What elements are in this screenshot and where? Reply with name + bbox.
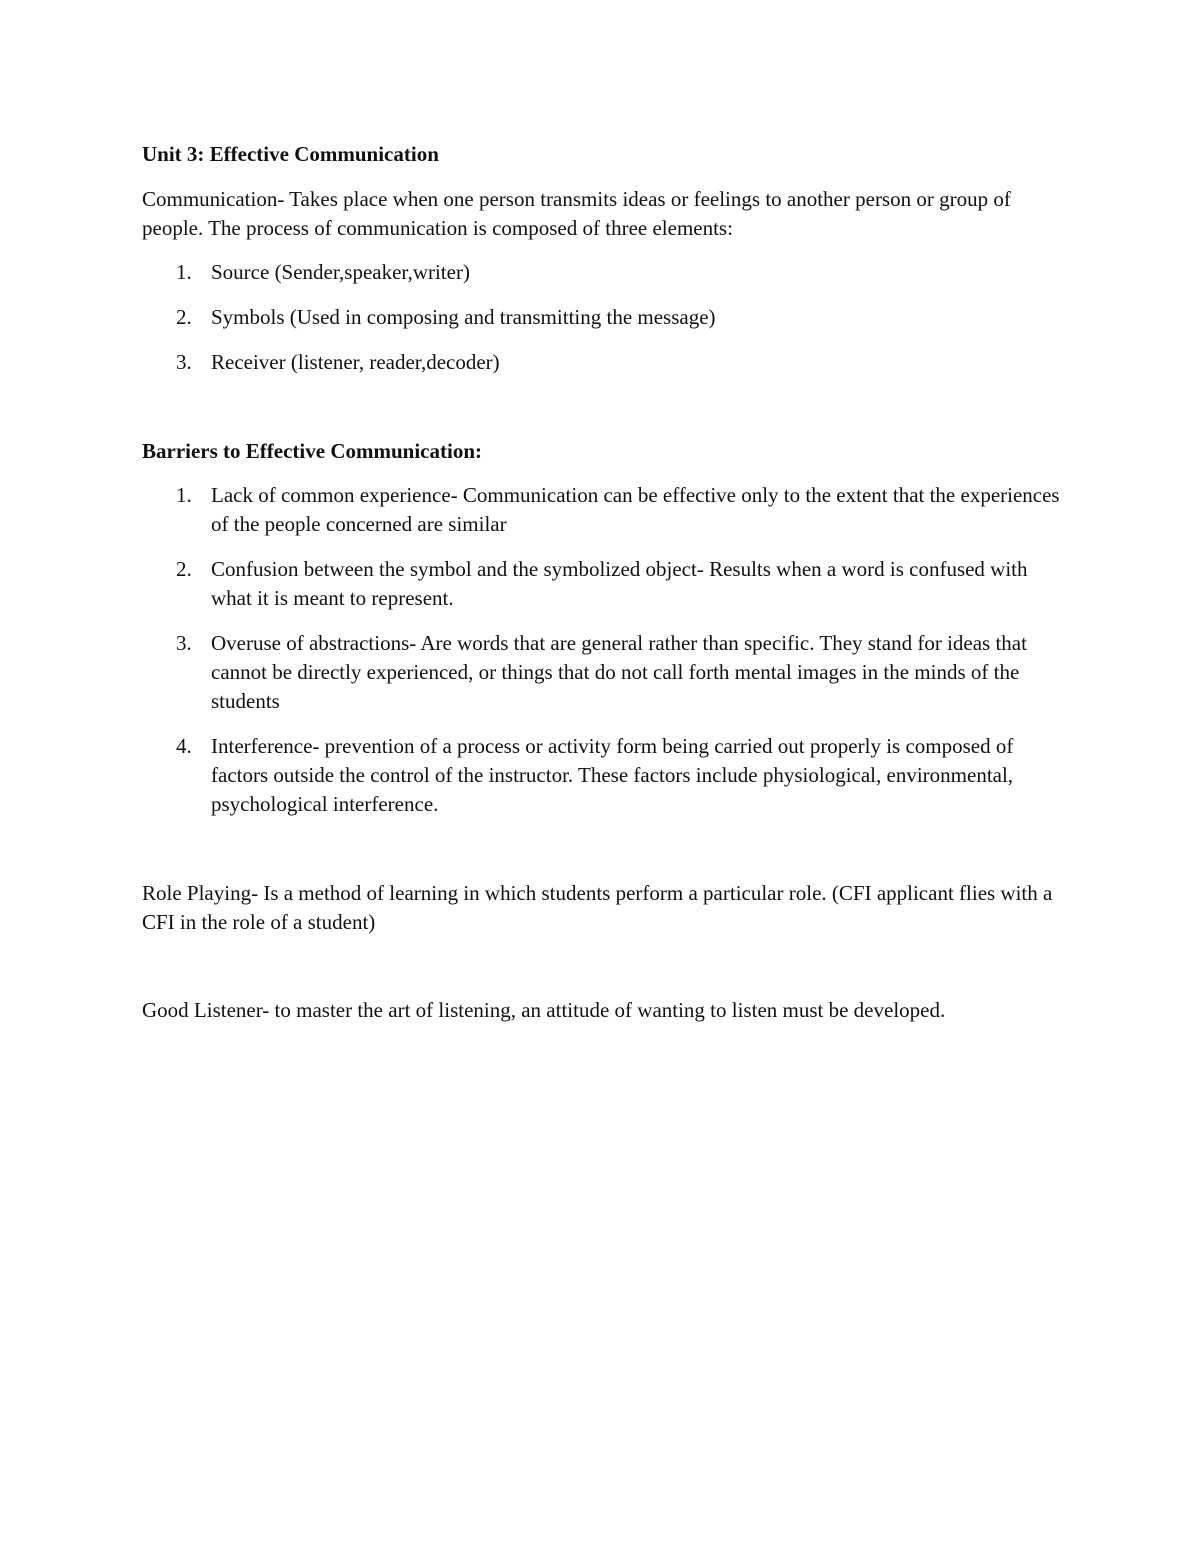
- list-item: [142, 348, 1062, 377]
- list-item: [142, 481, 1062, 539]
- role-playing-paragraph: Role Playing- Is a method of learning in which students perform a particular role. (CFI applicant flies with a CFI in the role of a student): [142, 881, 1053, 934]
- list-item: [142, 555, 1062, 613]
- good-listener-paragraph: Good Listener- to master the art of listening, an attitude of wanting to listen must be developed.: [142, 998, 946, 1022]
- document-body: [142, 140, 1062, 1025]
- list-item-text: Interference- prevention of a process or activity form being carried out properly is composed of factors outside the control of the instructor. These factors include physiological, environmental, psychological interference.: [211, 734, 1014, 816]
- barriers-title: Barriers to Effective Communication:: [142, 439, 482, 463]
- communication-elements-list: [142, 258, 1062, 377]
- list-item-text: Source (Sender,speaker,writer): [211, 260, 470, 284]
- list-item-text: Lack of common experience- Communication can be effective only to the extent that the experiences of the people concerned are similar: [211, 483, 1060, 536]
- list-item-text: Confusion between the symbol and the symbolized object- Results when a word is confused with what it is meant to represent.: [211, 557, 1028, 610]
- list-item-text: Receiver (listener, reader,decoder): [211, 350, 500, 374]
- list-number: 1.: [176, 260, 192, 284]
- list-number: 2.: [176, 305, 192, 329]
- communication-definition: Communication- Takes place when one person transmits ideas or feelings to another person or group of people. The process of communication is composed of three elements:: [142, 187, 1011, 240]
- list-number: 4.: [176, 734, 192, 758]
- list-item-text: Symbols (Used in composing and transmitting the message): [211, 305, 716, 329]
- list-item: [142, 303, 1062, 332]
- barriers-list: [142, 481, 1062, 819]
- list-number: 2.: [176, 557, 192, 581]
- list-item-text: Overuse of abstractions- Are words that are general rather than specific. They stand for ideas that cannot be directly experienced, or things that do not call forth mental images in the minds of the students: [211, 631, 1027, 713]
- list-item: [142, 629, 1062, 716]
- list-item: [142, 258, 1062, 287]
- unit-title: Unit 3: Effective Communication: [142, 142, 439, 166]
- list-number: 1.: [176, 483, 192, 507]
- list-number: 3.: [176, 631, 192, 655]
- list-item: [142, 732, 1062, 819]
- list-number: 3.: [176, 350, 192, 374]
